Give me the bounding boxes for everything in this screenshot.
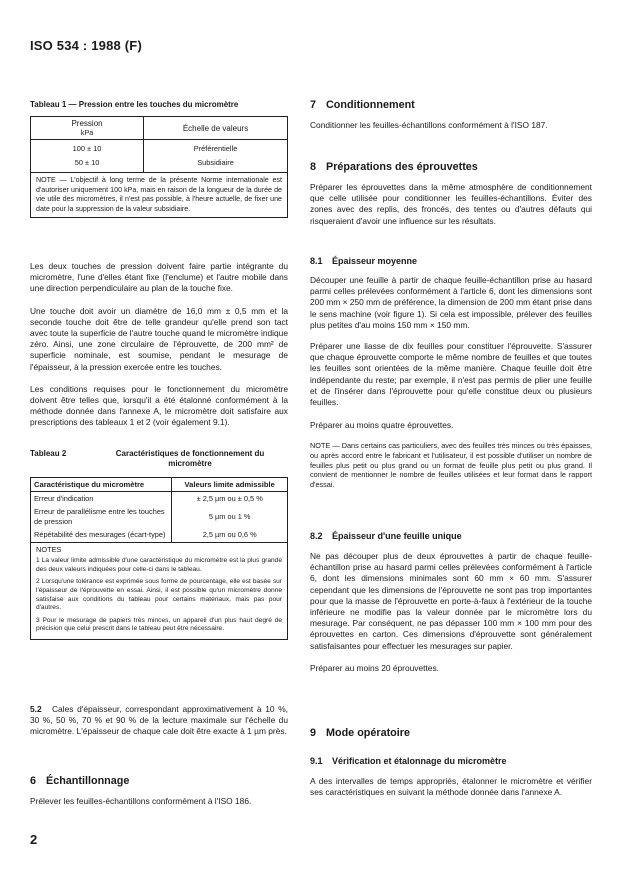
- section-6-heading: [30, 775, 288, 787]
- left-body-text: [30, 261, 288, 429]
- pression-cell: 50 ± 10: [31, 156, 144, 173]
- section-9-1-heading: [310, 756, 592, 766]
- section-9-heading: [310, 727, 592, 739]
- section-9: [310, 727, 592, 739]
- section-number: 8.1: [310, 256, 323, 266]
- section-5-2-paragraph: [30, 704, 288, 738]
- section-8-2-heading: [310, 531, 592, 541]
- section-title: Mode opératoire: [326, 727, 410, 739]
- table-row: [31, 140, 288, 157]
- note-item: 3 Pour le mesurage de papiers très minces, un appareil d'un plus haut degré de précision que celui prescrit dans le tableau peut être nécessaire.: [36, 616, 282, 633]
- section-7-text: Conditionner les feuilles-échantillons conformément à l'ISO 187.: [310, 120, 548, 130]
- valeur-header: Valeurs limite admissible: [172, 478, 288, 492]
- section-text: Cales d'épaisseur, correspondant approximativement à 10 %, 30 %, 50 %, 70 % et 90 % de la lecture maximale sur l'échelle du micromètre. L'épaisseur de chaque cale doit être exacte à 1 µm près.: [30, 704, 288, 737]
- note-item: 1 La valeur limite admissible d'une caractéristique du micromètre est la plus grande des deux valeurs indiquées pour celle-ci dans le tableau.: [36, 557, 282, 573]
- tableau-2-title-line: micromètre: [168, 459, 212, 468]
- section-9-1-text: A des intervalles de temps appropriés, étalonner le micromètre et vérifier ses caractéristiques en suivant la méthode donnée dans l'annexe A.: [310, 776, 592, 798]
- paragraph: Préparer une liasse de dix feuilles pour constituer l'éprouvette. S'assurer que chaque éprouvette comporte le même nombre de feuilles et que toutes les feuilles sont orientées de la même manière. Chaque feuille doit être indépendante du reste; par exemple, il n'est pas permis de plier une feuille et de l'insérer dans l'éprouvette pour qu'elle constitue deux ou plusieurs feuilles.: [310, 341, 592, 408]
- section-number: 9.1: [310, 756, 323, 766]
- section-8-heading: [310, 161, 592, 173]
- section-8-text: Préparer les éprouvettes dans la même atmosphère de conditionnement que celle utilisée pour conditionner les feuilles-échantillons. Éviter des zones avec des replis, des froncés, des tentes ou d'autres défauts qui risqueraient d'avoir une influence sur les résultats.: [310, 182, 592, 226]
- tableau-2: [30, 449, 288, 640]
- section-title: Conditionnement: [326, 99, 415, 111]
- section-8-1-heading: [310, 256, 592, 266]
- page-number: 2: [30, 832, 38, 847]
- paragraph: Préparer au moins quatre éprouvettes.: [310, 420, 454, 431]
- carac-cell: Erreur de parallélisme entre les touches de pression: [31, 505, 172, 528]
- tableau-2-title-line: Caractéristiques de fonctionnement du: [115, 449, 265, 458]
- carac-cell: Erreur d'indication: [31, 492, 172, 506]
- table-row: [31, 156, 288, 173]
- section-number: 8: [310, 161, 317, 173]
- section-6-text: Prélever les feuilles-échantillons conformément à l'ISO 186.: [30, 796, 252, 806]
- carac-header: Caractéristique du micromètre: [31, 478, 172, 492]
- section-title: Préparations des éprouvettes: [326, 161, 478, 173]
- section-9-1: [310, 756, 592, 798]
- valeur-cell: 2,5 µm ou 0,6 %: [172, 528, 288, 542]
- echelle-cell: Subsidiaire: [144, 156, 288, 173]
- table-header-row: [31, 117, 288, 140]
- tableau-1: [30, 100, 288, 218]
- paragraph: Ne pas découper plus de deux éprouvettes à partir de chaque feuille-échantillon prise au hasard parmi celles prélevées conformément à l'article 6, dont les dimensions minimales sont 60 mm × 60 mm. S'assurer cependant que les dimensions de l'éprouvette ne sont pas trop importantes pour que la masse de l'éprouvette en porte-à-faux à l'extérieur de la touche inférieure ne modifie pas la valeur donnée par le micromètre lors du mesurage. Par conséquent, ne pas dépasser 100 mm × 100 mm pour des éprouvettes en carton. Ces dimensions d'éprouvette sont généralement satisfaisantes pour effectuer les mesurages sur papier.: [310, 551, 592, 651]
- paragraph: Les conditions requises pour le fonctionnement du micromètre doivent être telles que, lorsqu'il a été étalonné conformément à la méthode donnée dans l'annexe A, le micromètre doit satisfaire aux prescriptions des tableaux 1 et 2 (voir également 9.1).: [30, 383, 288, 428]
- table-row: [31, 542, 288, 639]
- section-7-heading: [310, 99, 592, 111]
- table-header-row: [31, 478, 288, 492]
- section-number: 9: [310, 727, 317, 739]
- paragraph: Les deux touches de pression doivent faire partie intégrante du micromètre, l'une d'elles étant fixe (l'enclume) et l'autre mobile dans une direction perpendiculaire au plan de la touche fixe.: [30, 261, 288, 294]
- tableau-2-title: [92, 449, 288, 469]
- section-8-2: [310, 531, 592, 674]
- carac-cell: Répétabilité des mesurages (écart-type): [31, 528, 172, 542]
- tableau-1-note: NOTE — L'objectif à long terme de la présente Norme internationale est d'autoriser uniquement 100 kPa, mais en raison de la longueur de la durée de vie utile des micromètres, il n'est pas possible, à l'heure actuelle, de fixer une date pour la suppression de la valeur subsidiaire.: [31, 173, 288, 218]
- table-row: [31, 528, 288, 542]
- pression-header: Pression: [71, 119, 103, 128]
- tableau-1-table: [30, 116, 288, 218]
- tableau-2-table: [30, 477, 288, 640]
- table-row: [31, 492, 288, 506]
- echelle-header: Échelle de valeurs: [144, 117, 288, 140]
- table-row: [31, 173, 288, 218]
- pression-cell: 100 ± 10: [31, 140, 144, 157]
- section-title: Vérification et étalonnage du micromètre: [332, 756, 507, 766]
- section-number: 7: [310, 99, 317, 111]
- section-number: 5.2: [30, 704, 42, 714]
- section-5-2: [30, 704, 288, 738]
- pression-unit: kPa: [80, 128, 94, 137]
- section-8: [310, 161, 592, 227]
- table-row: [31, 505, 288, 528]
- paragraph: Une touche doit avoir un diamètre de 16,0 mm ± 0,5 mm et la seconde touche doit être de telle grandeur qu'elle prend son tact avec toute la superficie de l'autre touche quand le micromètre indique zéro. Ainsi, une zone circulaire de l'éprouvette, de 200 mm² de superficie nominale, est soumise, pendant le mesurage de l'épaisseur, à la pression exercée entre les touches.: [30, 305, 288, 372]
- tableau-1-caption: Tableau 1 — Pression entre les touches du micromètre: [30, 100, 239, 109]
- section-8-1-note: NOTE — Dans certains cas particuliers, avec des feuilles très minces ou très épaisses, ou après accord entre le fabricant et l'utilisateur, il est possible d'utiliser un nombre de feuilles plus petit ou plus grand ou un format de feuille plus petit ou plus grand. Il convient de mentionner le nombre de feuilles utilisées et leur format dans le rapport d'essai.: [310, 441, 592, 489]
- tableau-2-notes: [31, 542, 288, 639]
- note-item: 2 Lorsqu'une tolérance est exprimée sous forme de pourcentage, elle est basée sur l'épaisseur de l'éprouvette en essai. Ainsi, il est possible qu'un micromètre donne satisfaise aux conditions du tableau pour certains matériaux, mais pas pour d'autres.: [36, 578, 282, 612]
- tableau-2-label: Tableau 2: [30, 449, 67, 458]
- echelle-cell: Préférentielle: [144, 140, 288, 157]
- section-title: Épaisseur d'une feuille unique: [332, 531, 462, 541]
- section-number: 6: [30, 775, 37, 787]
- tableau-2-caption: [30, 449, 288, 469]
- section-8-1: [310, 256, 592, 489]
- table-header-cell: [31, 117, 144, 140]
- valeur-cell: ± 2,5 µm ou ± 0,5 %: [172, 492, 288, 506]
- valeur-cell: 5 µm ou 1 %: [172, 505, 288, 528]
- paragraph: Préparer au moins 20 éprouvettes.: [310, 662, 439, 673]
- section-title: Échantillonnage: [46, 775, 130, 787]
- notes-title: NOTES: [36, 544, 62, 554]
- section-7: [310, 99, 592, 131]
- document-header: ISO 534 : 1988 (F): [30, 38, 142, 53]
- section-number: 8.2: [310, 531, 323, 541]
- section-title: Épaisseur moyenne: [332, 256, 418, 266]
- paragraph: Découper une feuille à partir de chaque feuille-échantillon prise au hasard parmi celles prélevées conformément à l'article 6, dont les dimensions sont 200 mm × 250 mm de préférence, la dimension de 200 mm étant prise dans le sens machine (voir figure 1). Si cela est impossible, prélever des feuilles plus petites d'au moins 150 mm × 150 mm.: [310, 275, 592, 330]
- section-6: [30, 775, 288, 807]
